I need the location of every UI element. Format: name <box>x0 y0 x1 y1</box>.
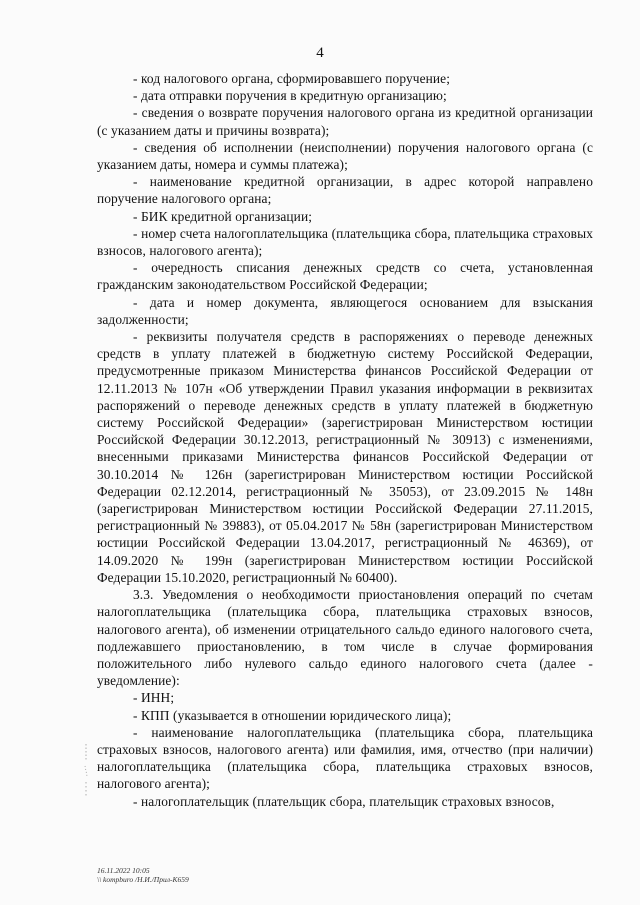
paragraph: - БИК кредитной организации; <box>133 208 313 224</box>
paragraph: - код налогового органа, сформировавшего поручение; <box>133 71 451 86</box>
footer-timestamp: 16.11.2022 10:05 <box>97 866 150 875</box>
document-footer <box>97 866 189 884</box>
paragraph: - КПП (указывается в отношении юридического лица); <box>133 707 452 723</box>
paragraph: - наименование кредитной организации, в адрес которой направлено поручение налогового органа; <box>97 174 593 207</box>
page-number: 4 <box>316 45 324 61</box>
paragraph: - наименование налогоплательщика (плательщика сбора, плательщика страховых взносов, налогового агента) или фамилия, имя, отчество (при наличии) налогоплательщика (плательщика сбора, плательщика страховых взносов, налогового агента); <box>97 724 593 792</box>
paragraph: - очередность списания денежных средств со счета, установленная гражданским законодательством Российской Федерации; <box>97 260 593 293</box>
scan-artifact-icon <box>83 742 89 798</box>
paragraph: - дата отправки поручения в кредитную организацию; <box>133 88 447 104</box>
paragraph: 3.3. Уведомления о необходимости приостановления операций по счетам налогоплательщика (плательщика сбора, плательщика страховых взносов, налогового агента), об изменении отрицательного сальдо единого налогового счета, подлежавшего приостановлению, в том числе в случае формирования положительного либо нулевого сальдо единого налогового счета (далее - уведомление): <box>97 587 593 689</box>
footer-file-path: \\ kompburo /Н.И./Прил-К659 <box>97 875 189 884</box>
paragraph: - реквизиты получателя средств в распоряжениях о переводе денежных средств в уплату платежей в бюджетную систему Российской Федерации, предусмотренные приказом Министерства финансов Российской Федерации от 12.11.2013 № 107н «Об утверждении Правил указания информации в реквизитах распоряжений о переводе денежных средств в уплату платежей в бюджетную систему Российской Федерации» (зарегистрирован Министерством юстиции Российской Федерации 30.12.2013, регистрационный № 30913) с изменениями, внесенными приказами Министерства финансов Российской Федерации от 30.10.2014 № 126н (зарегистрирован Министерством юстиции Российской Федерации 02.12.2014, регистрационный № 35053), от 23.09.2015 № 148н (зарегистрирован Министерством юстиции Российской Федерации 27.11.2015, регистрационный № 39883), от 05.04.2017 № 58н (зарегистрирован Министерством юстиции Российской Федерации 13.04.2017, регистрационный № 46369), от 14.09.2020 № 199н (зарегистрирован Министерством юстиции Российской Федерации 15.10.2020, регистрационный № 60400). <box>97 329 593 585</box>
paragraph: - номер счета налогоплательщика (плательщика сбора, плательщика страховых взносов, налогового агента); <box>97 225 593 259</box>
paragraph: - сведения об исполнении (неисполнении) поручения налогового органа (с указанием даты, номера и суммы платежа); <box>97 139 593 173</box>
paragraph: - налогоплательщик (плательщик сбора, плательщик страховых взносов, <box>133 793 555 809</box>
paragraph: - сведения о возврате поручения налогового органа из кредитной организации (с указанием даты и причины возврата); <box>97 105 593 138</box>
body-text <box>97 70 593 810</box>
paragraph: - ИНН; <box>133 690 175 706</box>
paragraph: - дата и номер документа, являющегося основанием для взыскания задолженности; <box>97 294 593 327</box>
